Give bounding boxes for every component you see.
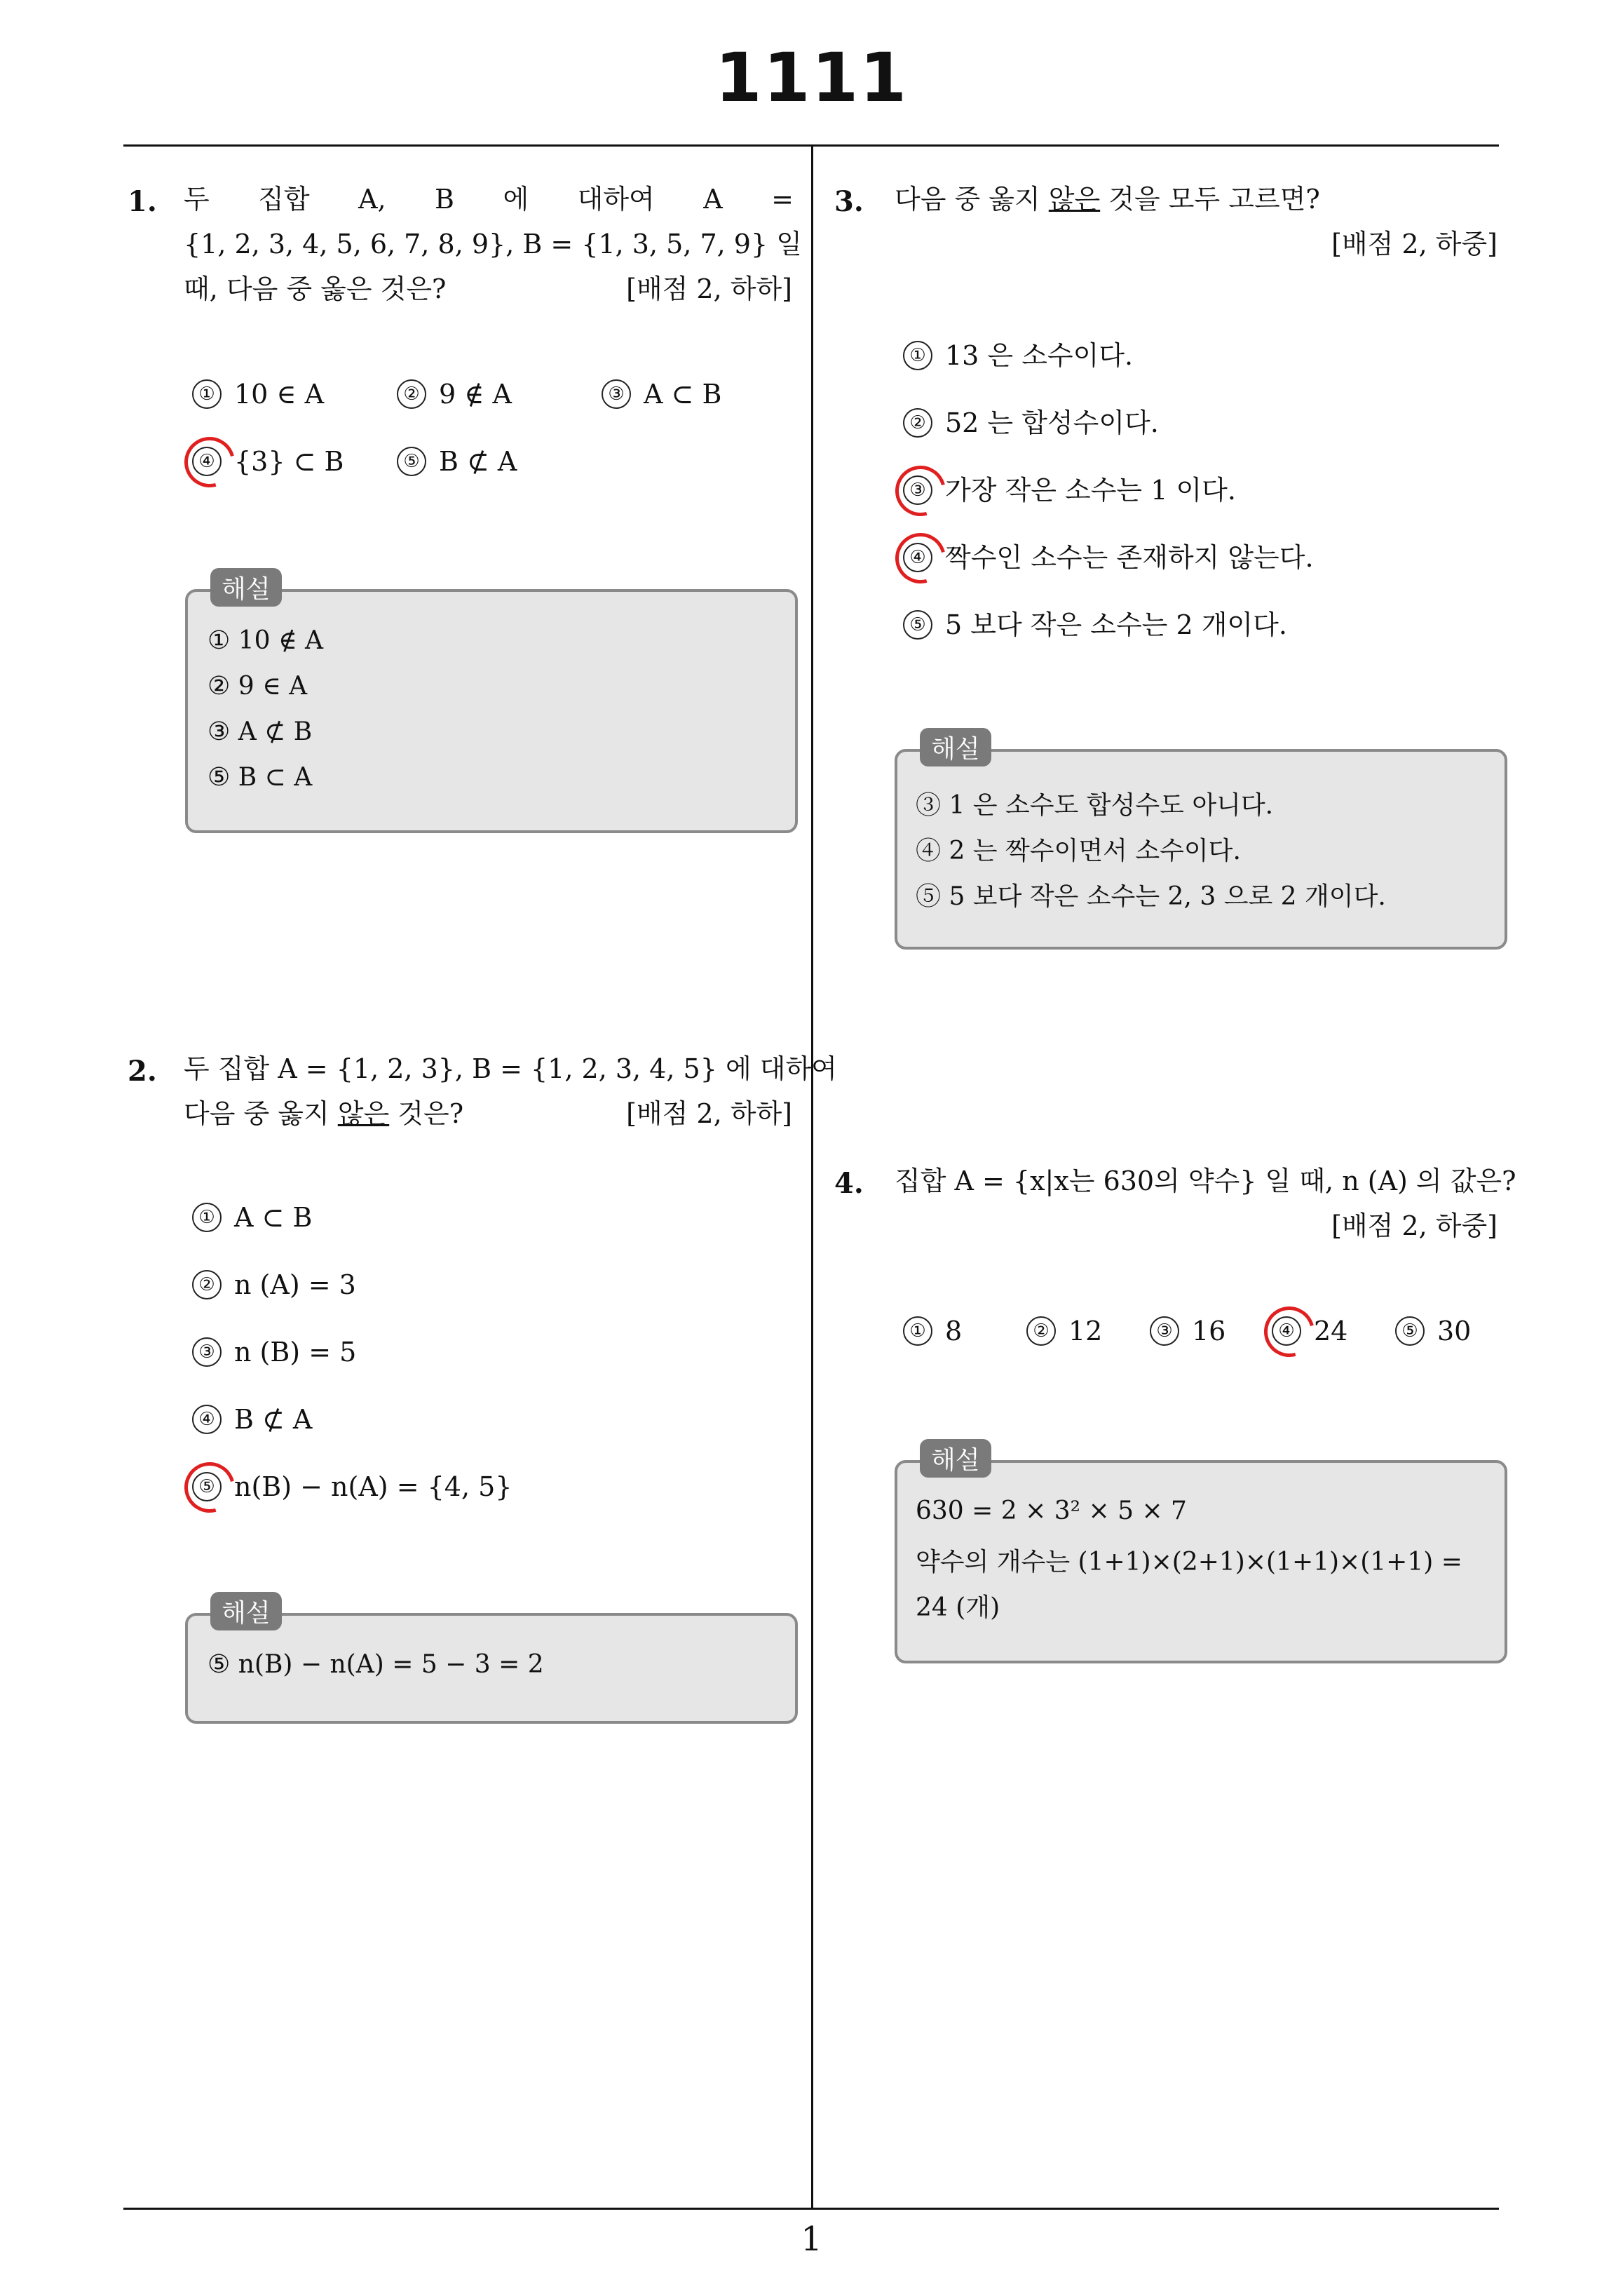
choice-text: 9 ∉ A <box>439 379 512 410</box>
answer-mark <box>175 1452 244 1521</box>
choice-text: 가장 작은 소수는 1 이다. <box>945 475 1236 506</box>
choice-number: ④ <box>192 1405 222 1434</box>
choice-3[interactable] <box>602 379 721 412</box>
explanation-line: 630 = 2 × 3² × 5 × 7 <box>916 1497 1187 1525</box>
choice-3[interactable] <box>1150 1316 1225 1349</box>
choice-text: 5 보다 작은 소수는 2 개이다. <box>945 609 1287 640</box>
answer-mark <box>175 427 244 496</box>
score-label: [배점 2, 하중] <box>1331 229 1498 259</box>
bottom-rule <box>123 2208 1499 2210</box>
question-number: 2. <box>128 1055 157 1088</box>
choice-number: ① <box>903 1316 932 1346</box>
choice-text: 52 는 합성수이다. <box>945 407 1159 438</box>
choice-number: ③ <box>1150 1316 1179 1346</box>
choice-text: 8 <box>945 1316 963 1346</box>
question-text: 때, 다음 중 옳은 것은? <box>184 274 447 304</box>
choice-number: ⑤ <box>1395 1316 1425 1346</box>
choice-4[interactable] <box>192 1404 312 1437</box>
page-number: 1 <box>801 2220 822 2259</box>
explanation-line: ⑤ B ⊂ A <box>208 763 313 792</box>
choice-number: ③ <box>602 379 631 409</box>
explanation-line: ④ 2 는 짝수이면서 소수이다. <box>916 837 1241 865</box>
choice-text: B ⊄ A <box>234 1404 313 1435</box>
choice-1[interactable] <box>903 1316 962 1349</box>
choice-number: ③ <box>192 1337 222 1367</box>
score-label: [배점 2, 하중] <box>1331 1210 1498 1241</box>
choice-text: 10 ∈ A <box>234 379 325 410</box>
choice-2[interactable] <box>192 1269 356 1302</box>
explanation-label: 해설 <box>210 1592 282 1630</box>
explanation-line: ① 10 ∉ A <box>208 626 324 655</box>
question-text: {1, 2, 3, 4, 5, 6, 7, 8, 9}, B = {1, 3, 5, 7, 9} 일 <box>184 229 802 259</box>
choice-number: ⑤ <box>903 610 932 640</box>
answer-mark <box>886 456 955 525</box>
question-text: 두 집합 A = {1, 2, 3}, B = {1, 2, 3, 4, 5} 에 대하여 <box>184 1053 837 1084</box>
choice-5[interactable] <box>1395 1316 1471 1349</box>
choice-3[interactable] <box>903 468 1236 508</box>
explanation-line: ③ A ⊄ B <box>208 717 313 746</box>
question-text: 다음 중 옳지 않은 것은? <box>184 1098 464 1129</box>
explanation-label: 해설 <box>920 728 991 767</box>
choice-text: {3} ⊂ B <box>234 446 344 477</box>
choice-text: 13 은 소수이다. <box>945 340 1134 371</box>
choice-number: ④ <box>903 543 932 572</box>
question-number: 4. <box>834 1167 864 1200</box>
explanation-line: 약수의 개수는 (1+1)×(2+1)×(1+1)×(1+1) = <box>916 1548 1462 1576</box>
choice-5[interactable] <box>397 446 517 479</box>
choice-number: ② <box>1026 1316 1056 1346</box>
choice-4[interactable] <box>192 446 344 479</box>
choice-number: ④ <box>192 447 222 476</box>
choice-text: 짝수인 소수는 존재하지 않는다. <box>945 542 1314 573</box>
choice-text: 16 <box>1192 1316 1226 1346</box>
choice-number: ① <box>903 341 932 370</box>
choice-1[interactable] <box>192 379 324 412</box>
choice-4[interactable] <box>903 536 1314 575</box>
choice-4[interactable] <box>1272 1316 1347 1349</box>
choice-number: ② <box>192 1270 222 1299</box>
question-text: 다음 중 옳지 않은 것을 모두 고르면? <box>895 184 1320 215</box>
choice-number: ① <box>192 1203 222 1232</box>
choice-number: ② <box>903 408 932 438</box>
choice-number: ⑤ <box>397 447 426 476</box>
question-text: 두 집합 A, B 에 대하여 A = <box>184 184 794 215</box>
explanation-line: 24 (개) <box>916 1593 1000 1622</box>
answer-mark <box>886 523 955 592</box>
choice-text: 30 <box>1437 1316 1472 1346</box>
answer-mark <box>1255 1297 1324 1365</box>
choice-text: 12 <box>1068 1316 1103 1346</box>
choice-number: ③ <box>903 475 932 505</box>
explanation-label: 해설 <box>210 568 282 607</box>
choice-1[interactable] <box>903 334 1133 373</box>
choice-number: ⑤ <box>192 1472 222 1501</box>
choice-number: ② <box>397 379 426 409</box>
page-title: 1111 <box>714 39 909 117</box>
choice-5[interactable] <box>903 603 1287 642</box>
column-divider <box>811 144 813 2209</box>
choice-2[interactable] <box>397 379 512 412</box>
explanation-line: ③ 1 은 소수도 합성수도 아니다. <box>916 791 1274 820</box>
choice-text: n (A) = 3 <box>234 1269 356 1300</box>
explanation-line: ⑤ 5 보다 작은 소수는 2, 3 으로 2 개이다. <box>916 882 1386 911</box>
choice-3[interactable] <box>192 1337 356 1370</box>
choice-2[interactable] <box>1026 1316 1102 1349</box>
explanation-label: 해설 <box>920 1439 991 1478</box>
question-number: 3. <box>834 185 864 218</box>
choice-text: n(B) − n(A) = {4, 5} <box>234 1471 512 1502</box>
choice-2[interactable] <box>903 401 1159 440</box>
explanation-line: ⑤ n(B) − n(A) = 5 − 3 = 2 <box>208 1650 544 1679</box>
score-label: [배점 2, 하하] <box>626 1098 792 1129</box>
question-number: 1. <box>128 185 157 218</box>
choice-text: 24 <box>1314 1316 1348 1346</box>
score-label: [배점 2, 하하] <box>626 274 792 304</box>
choice-text: A ⊂ B <box>644 379 722 410</box>
choice-text: B ⊄ A <box>439 446 517 477</box>
explanation-line: ② 9 ∈ A <box>208 672 308 701</box>
choice-number: ④ <box>1272 1316 1301 1346</box>
question-text: 집합 A = {x|x는 630의 약수} 일 때, n (A) 의 값은? <box>895 1166 1516 1196</box>
choice-5[interactable] <box>192 1471 512 1504</box>
choice-text: A ⊂ B <box>234 1202 313 1233</box>
choice-number: ① <box>192 379 222 409</box>
choice-1[interactable] <box>192 1202 312 1235</box>
choice-text: n (B) = 5 <box>234 1337 357 1368</box>
